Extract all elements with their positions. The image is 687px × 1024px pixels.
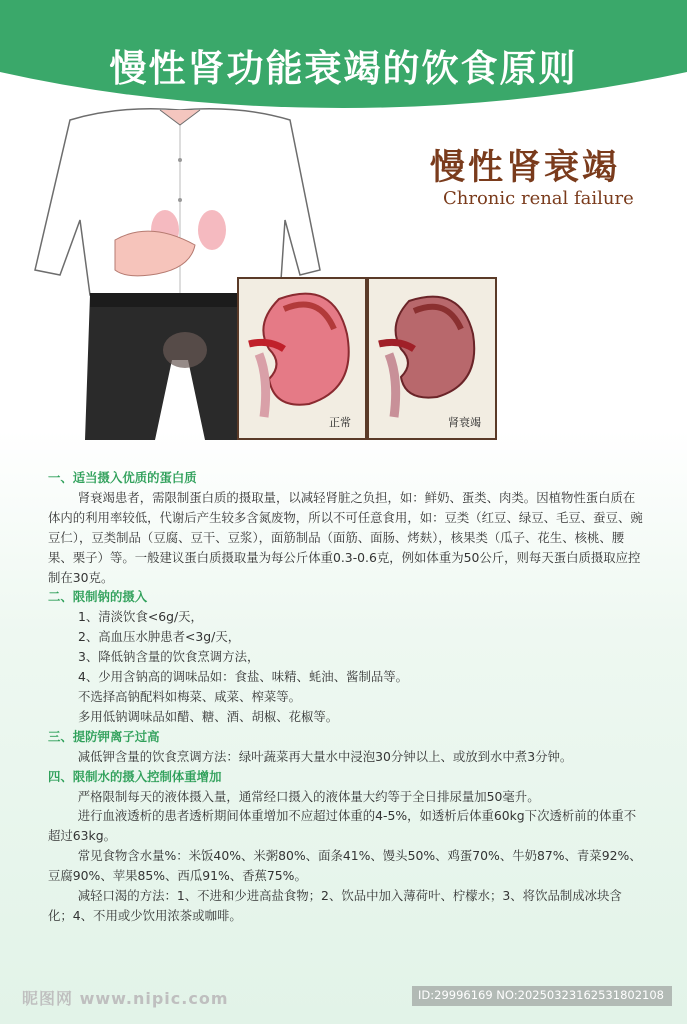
subtitle-cn: 慢性肾衰竭 <box>430 147 621 188</box>
list-item: 1、清淡饮食<6g/天， <box>78 609 203 625</box>
section-4-text-2: 进行血液透析的患者透析期间体重增加不应超过体重的4-5%，如透析后体重60kg下次透析前的体重不超过63kg。 <box>48 808 637 844</box>
section-3-title: 三、提防钾离子过高 <box>48 728 160 744</box>
subtitle-en: Chronic renal failure <box>443 188 634 209</box>
normal-kidney-image <box>239 279 365 419</box>
kidney-panel-failure <box>367 277 497 440</box>
watermark: 昵图网 www.nipic.com <box>22 989 229 1008</box>
article-body <box>48 468 644 926</box>
section-4-text-3: 常见食物含水量%：米饭40%、米粥80%、面条41%、馒头50%、鸡蛋70%、牛奶87%、青菜92%、豆腐90%、苹果85%、西瓜91%、香蕉75%。 <box>48 848 642 884</box>
section-2-note-1: 不选择高钠配料如梅菜、咸菜、榨菜等。 <box>78 688 302 704</box>
section-1-text: 肾衰竭患者，需限制蛋白质的摄取量，以减轻肾脏之负担，如：鲜奶、蛋类、肉类。因植物性蛋白质在体内的利用率较低，代谢后产生较多含氮废物，所以不可任意食用，如：豆类（红豆、绿豆、毛豆、蚕豆、豌豆仁），豆类制品（豆腐、豆干、豆浆），面筋制品（面筋、面肠、烤麸），核果类（瓜子、花生、核桃、腰果、栗子）等。一般建议蛋白质摄取量为每公斤体重0.3-0.6克，例如体重为50公斤，则每天蛋白质摄取应控制在30克。 <box>48 489 643 585</box>
section-2-title: 二、限制钠的摄入 <box>48 589 148 605</box>
list-item: 2、高血压水肿患者<3g/天， <box>78 629 241 645</box>
list-item: 4、少用含钠高的调味品如：食盐、味精、蚝油、酱制品等。 <box>78 669 409 685</box>
kidney-panel-normal <box>237 277 367 440</box>
section-4-text-1: 严格限制每天的液体摄入量，通常经口摄入的液体量大约等于全日排尿量加50毫升。 <box>77 788 540 804</box>
image-id: ID:29996169 NO:20250323162531802108 <box>418 988 664 1002</box>
section-2-note-2: 多用低钠调味品如醋、糖、酒、胡椒、花椒等。 <box>78 708 339 724</box>
section-3-text: 减低钾含量的饮食烹调方法：绿叶蔬菜再大量水中浸泡30分钟以上、或放到水中煮3分钟。 <box>77 748 573 764</box>
section-1-title: 一、适当摄入优质的蛋白质 <box>48 470 197 485</box>
panel-label-normal: 正常 <box>329 416 351 429</box>
section-4-text-4: 减轻口渴的方法：1、不进和少进高盐食物；2、饮品中加入薄荷叶、柠檬水；3、将饮品制成冰块含化；4、不用或少饮用浓茶或咖啡。 <box>48 888 622 923</box>
failed-kidney-image <box>369 279 495 419</box>
list-item: 3、降低钠含量的饮食烹调方法， <box>78 649 260 665</box>
panel-label-failure: 肾衰竭 <box>448 416 481 429</box>
page-title: 慢性肾功能衰竭的饮食原则 <box>109 47 578 90</box>
section-4-title: 四、限制水的摄入控制体重增加 <box>48 768 222 784</box>
